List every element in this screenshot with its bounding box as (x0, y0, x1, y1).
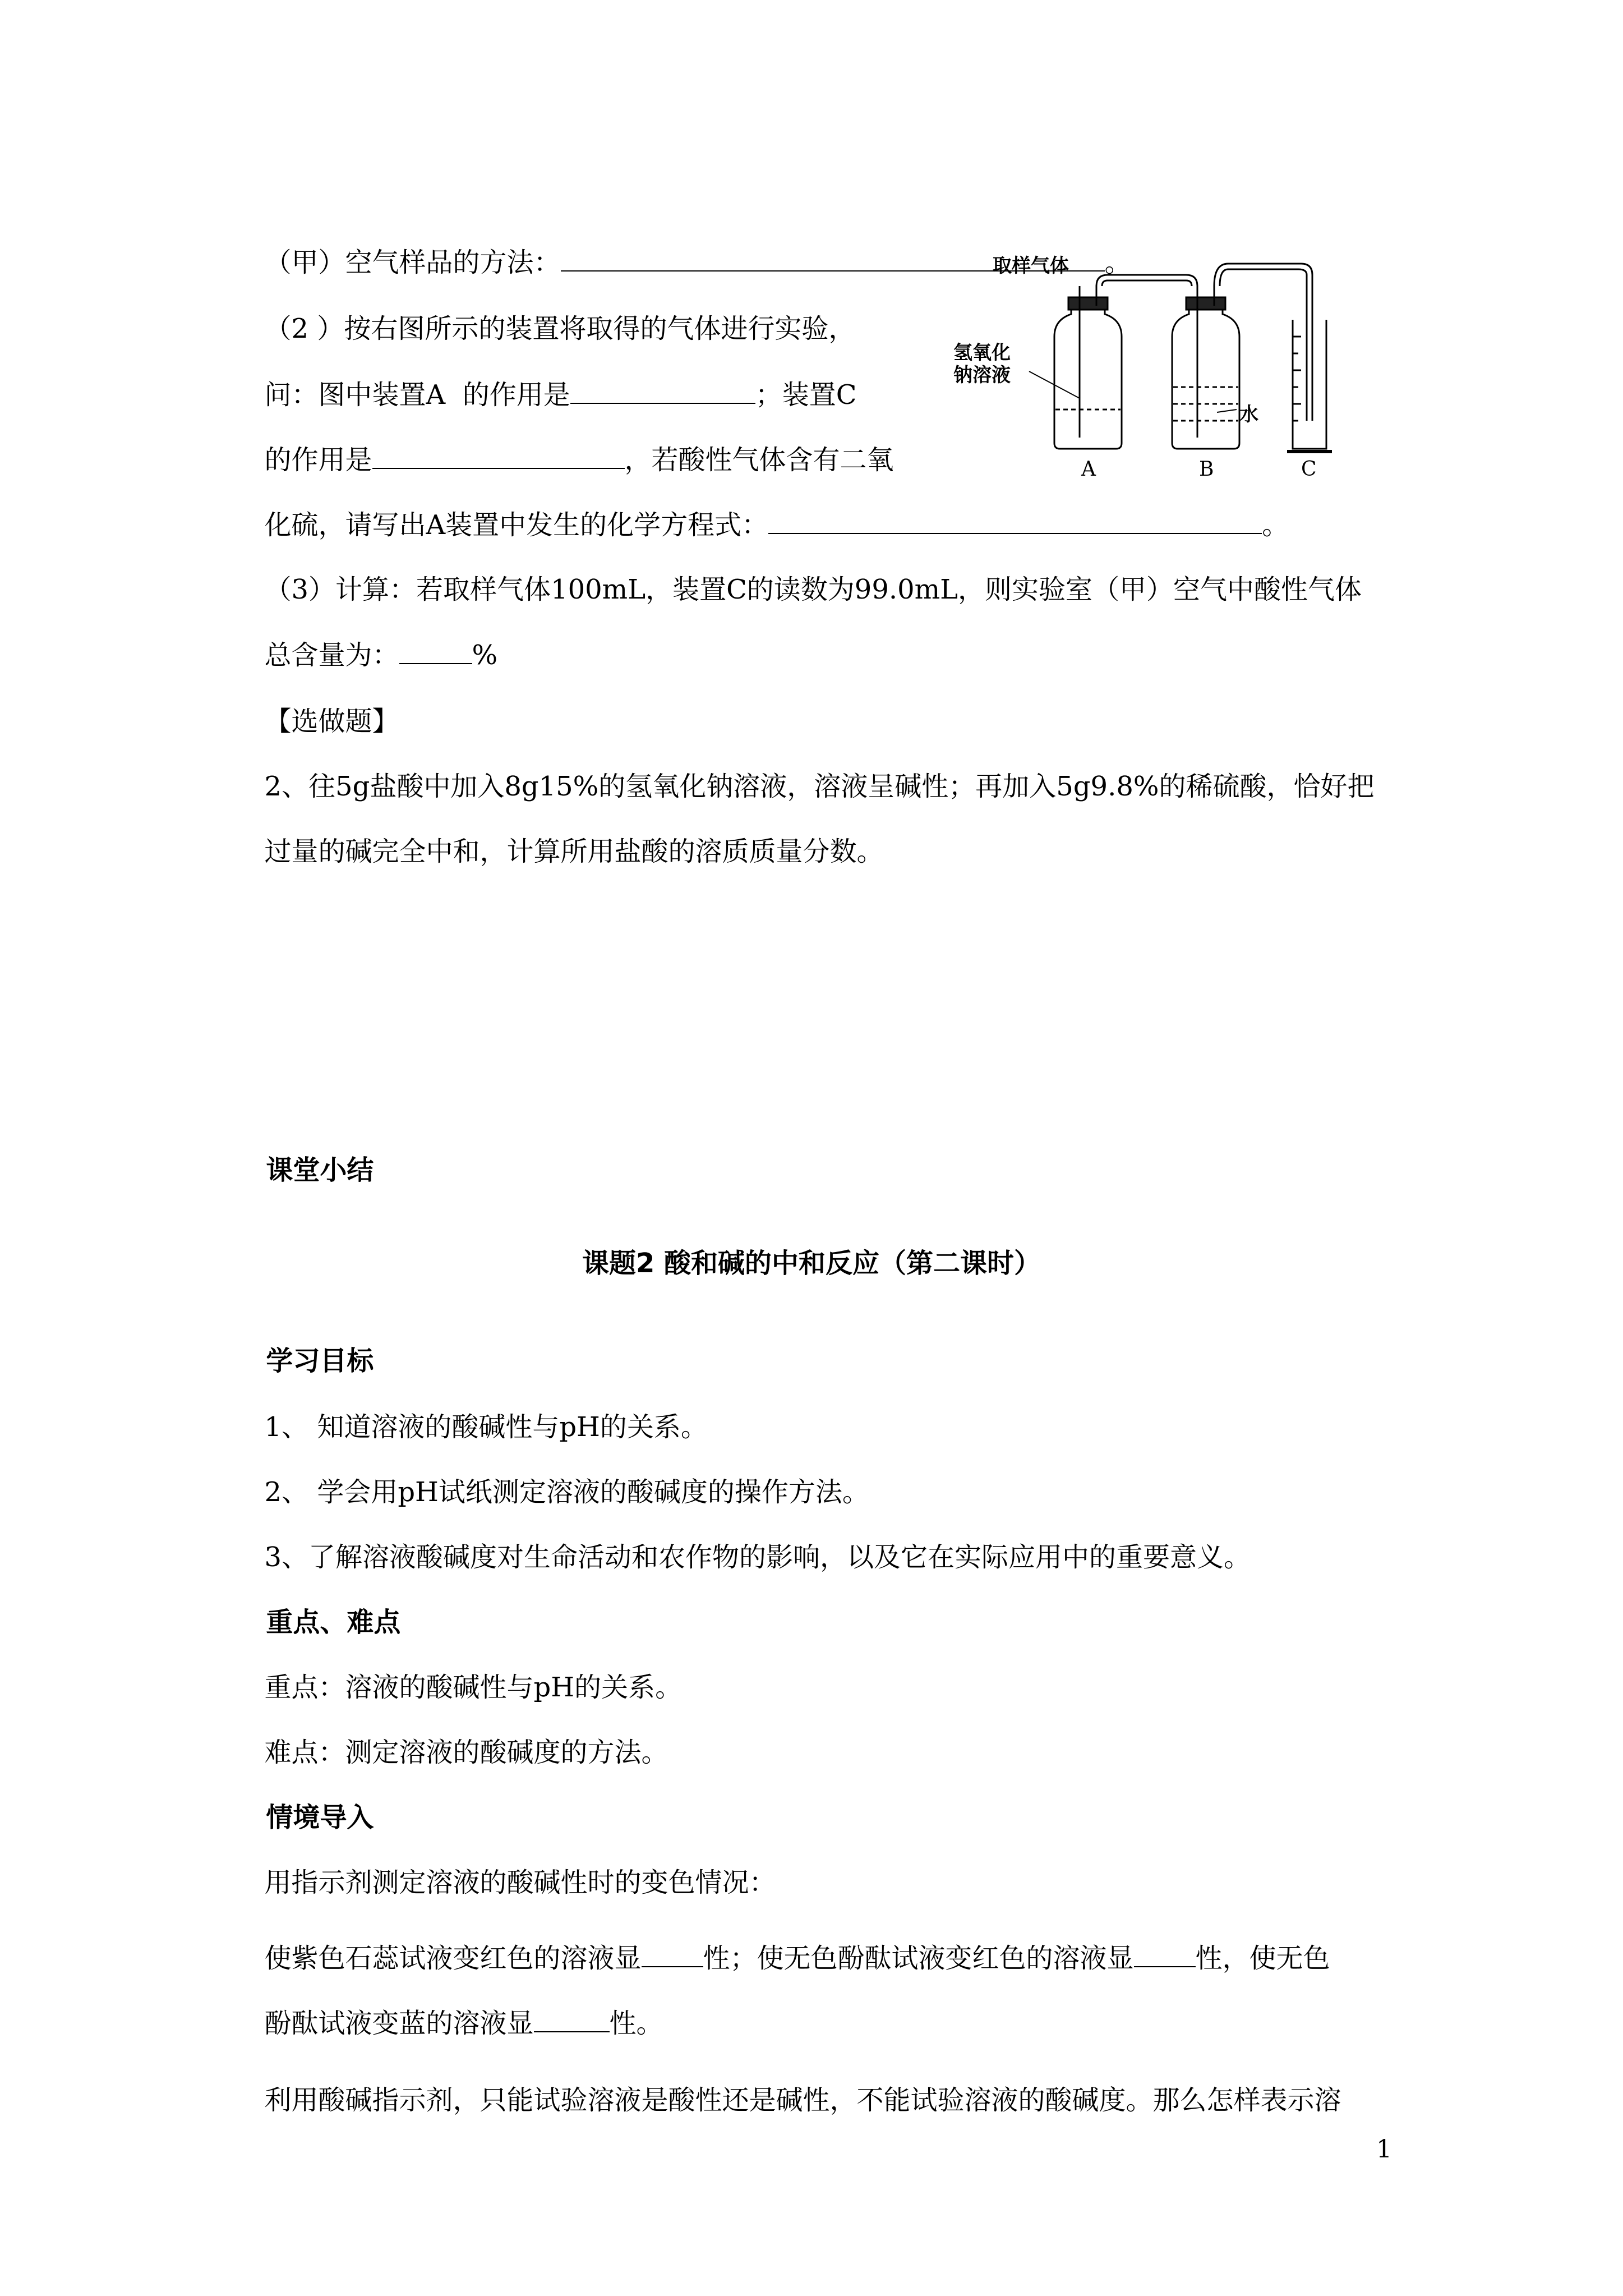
key-points-heading: 重点、难点 (266, 1607, 401, 1638)
scenario-text-3: 酚酞试液变蓝的溶液显 性。 (264, 2008, 663, 2039)
phenolphthalein-blue-blank[interactable] (534, 2009, 610, 2032)
text-line-7: 总含量为： % (264, 639, 498, 671)
naoh-solution-label-2: 钠溶液 (953, 364, 1011, 386)
text-line-5: 化硫，请写出A装置中发生的化学方程式： 。 (264, 509, 1289, 541)
gas-test-apparatus-diagram (953, 252, 1346, 477)
chemical-equation-blank[interactable] (768, 510, 1262, 534)
goal-item-2: 2、 学会用pH试纸测定溶液的酸碱度的操作方法。 (264, 1476, 869, 1508)
key-point-2: 难点：测定溶液的酸碱度的方法。 (264, 1737, 668, 1768)
scenario-intro-heading: 情境导入 (266, 1802, 374, 1833)
page-number: 1 (1376, 2135, 1392, 2164)
text-line-1: （甲）空气样品的方法： 。 (264, 247, 1132, 278)
goal-item-3: 3、了解溶液酸碱度对生命活动和农作物的影响，以及它在实际应用中的重要意义。 (264, 1542, 1251, 1573)
text-line-4: 的作用是 ，若酸性气体含有二氧 (264, 444, 894, 476)
scenario-text-1: 用指示剂测定溶液的酸碱性时的变色情况： (264, 1867, 776, 1898)
optional-section-heading: 【选做题】 (264, 706, 399, 737)
sample-gas-label: 取样气体 (993, 255, 1069, 277)
scenario-text-4: 利用酸碱指示剂，只能试验溶液是酸性还是碱性，不能试验溶液的酸碱度。那么怎样表示溶 (264, 2085, 1341, 2116)
phenolphthalein-red-blank[interactable] (1134, 1944, 1196, 1967)
optional-question-line-2: 过量的碱完全中和，计算所用盐酸的溶质质量分数。 (264, 836, 884, 867)
class-summary-heading: 课堂小结 (266, 1154, 374, 1186)
naoh-solution-label-1: 氢氧化 (953, 342, 1011, 364)
goal-item-1: 1、 知道溶液的酸碱性与pH的关系。 (264, 1411, 708, 1443)
label-c: C (1301, 458, 1317, 477)
graduated-cylinder-c (1287, 320, 1332, 452)
learning-goals-heading: 学习目标 (266, 1345, 374, 1377)
optional-question-line-1: 2、往5g盐酸中加入8g15%的氢氧化钠溶液，溶液呈碱性；再加入5g9.8%的稀硫酸，恰好把 (264, 771, 1375, 802)
label-b: B (1199, 458, 1214, 477)
lesson-title: 课题2 酸和碱的中和反应（第二课时） (582, 1248, 1041, 1279)
bottle-a (1054, 286, 1122, 449)
air-sample-method-label: （甲）空气样品的方法： (264, 247, 561, 278)
connecting-tubes (1096, 264, 1312, 421)
question-3-calc: （3）计算：若取样气体100mL，装置C的读数为99.0mL，则实验室（甲）空气中酸性气体 (264, 574, 1362, 605)
water-label: 水 (1239, 403, 1258, 426)
device-c-purpose-blank[interactable] (372, 445, 625, 469)
text-line-3: 问：图中装置A 的作用是 ；装置C (264, 379, 857, 411)
bottle-b (1172, 286, 1239, 449)
scenario-text-2: 使紫色石蕊试液变红色的溶液显 性；使无色酚酞试液变红色的溶液显 性，使无色 (264, 1943, 1330, 1974)
key-point-1: 重点：溶液的酸碱性与pH的关系。 (264, 1672, 683, 1703)
device-a-purpose-blank[interactable] (570, 380, 755, 404)
acid-gas-percent-blank[interactable] (399, 641, 472, 664)
litmus-red-blank[interactable] (642, 1944, 703, 1967)
text-line-2 (247, 275, 855, 347)
question-2-intro: （2 ）按右图所示的装置将取得的气体进行实验， (264, 313, 856, 344)
text-line-6 (247, 536, 1362, 608)
label-a: A (1081, 458, 1096, 477)
